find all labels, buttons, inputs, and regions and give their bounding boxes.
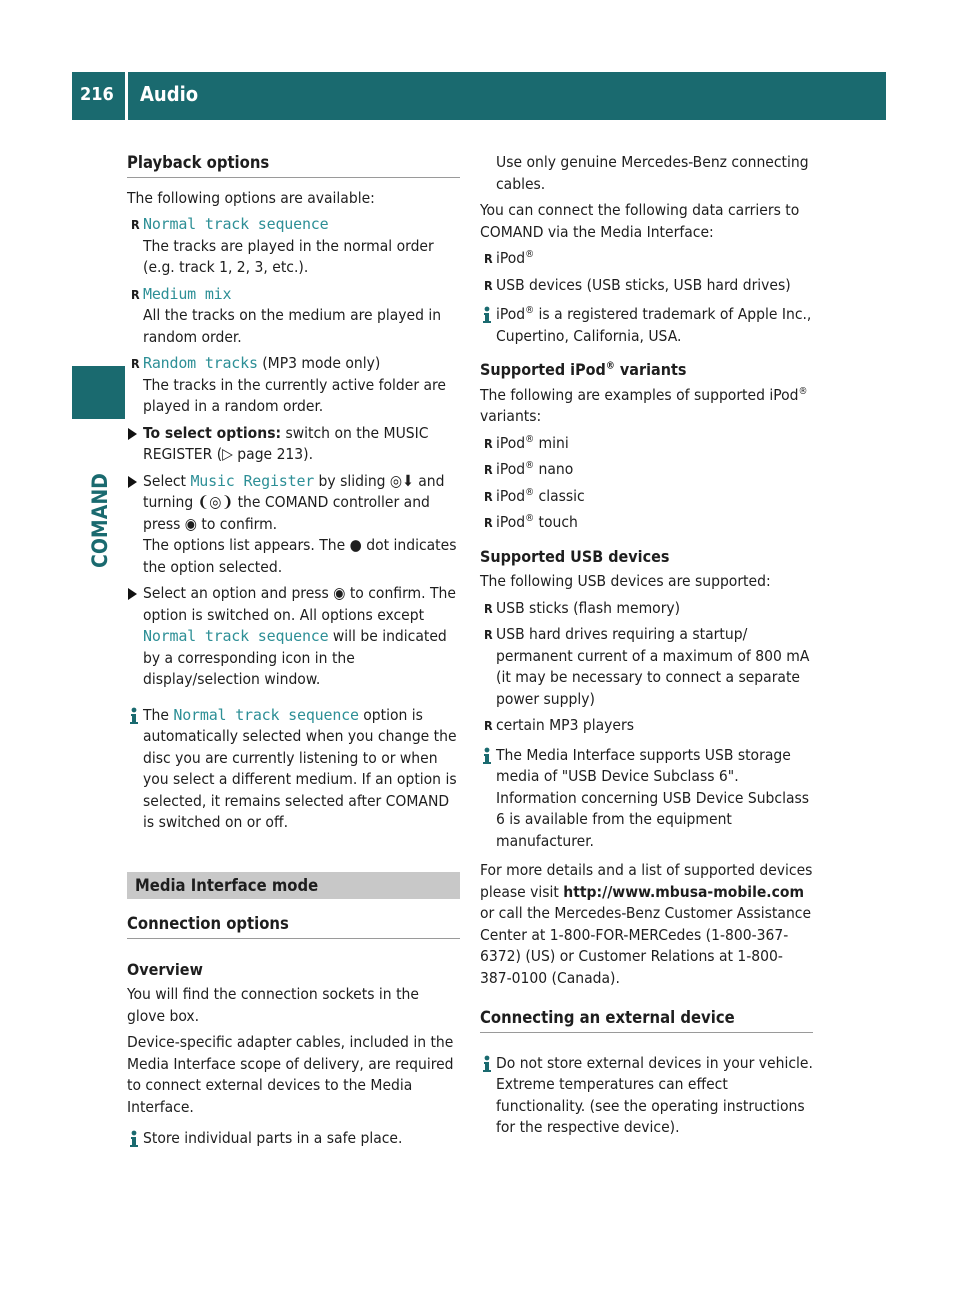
option-random-tracks: [127, 353, 460, 418]
reg-mark: ®: [525, 459, 535, 471]
connecting-heading: Connecting an external device: [480, 1007, 813, 1033]
step-arrow-icon: [128, 428, 137, 440]
overview-p2: Device-specific adapter cables, included in the Media Interface scope of delivery, are required to connect external devices to the Media Interface.: [127, 1033, 454, 1116]
usb-mp3: [480, 715, 813, 737]
option-suffix: (MP3 mode only): [257, 354, 381, 372]
reg-mark: ®: [605, 360, 615, 372]
step-text: by sliding ◎⬇ and turning ❨◎❩ the COMAND controller and press ◉ to confirm.: [143, 471, 445, 533]
ipod-variants-title: [480, 359, 813, 381]
option-medium-mix: [127, 284, 460, 349]
variant-name: nano: [534, 460, 574, 478]
page-number-box: [72, 72, 125, 120]
option-term: Random tracks: [143, 354, 258, 372]
info-ipod-trademark: [480, 304, 813, 347]
step-select-options: [127, 423, 460, 466]
step-result: The options list appears. The ● dot indicates the option selected.: [143, 536, 457, 576]
info-icon: [127, 707, 141, 724]
carrier-label: iPod: [496, 249, 526, 267]
ipod-variant-mini: [480, 433, 813, 455]
step-arrow-icon: [128, 588, 137, 600]
usb-item: USB hard drives requiring a startup/ permanent current of a maximum of 800 mA (it may be necessary to connect a separate power supply): [496, 625, 810, 708]
step-select-music-register: [127, 471, 460, 579]
reg-mark: ®: [525, 304, 535, 316]
reg-mark: ®: [798, 385, 808, 397]
details-text: or call the Mercedes-Benz Customer Assistance Center at 1-800-FOR-MERCedes (1-800-367-6372) (US) or Customer Relations at 1-800-387-0100 (Canada).: [480, 904, 812, 987]
details-paragraph: [480, 860, 813, 989]
info-icon: [480, 747, 494, 764]
info-icon: [480, 306, 494, 323]
info-store-parts: [127, 1128, 460, 1150]
info-continued: Use only genuine Mercedes-Benz connecting cables.: [496, 153, 809, 193]
step-term: Normal track sequence: [143, 627, 329, 645]
step-term: Music Register: [190, 471, 315, 490]
option-desc: All the tracks on the medium are played in random order.: [143, 306, 442, 346]
usb-intro: The following USB devices are supported:: [480, 572, 771, 590]
variant-name: touch: [534, 513, 578, 531]
right-column: [480, 152, 813, 1147]
variant-base: iPod: [496, 513, 526, 531]
usb-item: certain MP3 players: [496, 716, 634, 734]
media-interface-bar: Media Interface mode: [127, 872, 460, 900]
carrier-ipod: [480, 248, 813, 270]
connection-options-heading: Connection options: [127, 913, 460, 939]
info-text: Store individual parts in a safe place.: [143, 1129, 403, 1147]
info-text: is a registered trademark of Apple Inc., Cupertino, California, USA.: [496, 305, 812, 345]
carrier-label: USB devices (USB sticks, USB hard drives): [496, 275, 791, 294]
options-intro: The following options are available:: [127, 188, 375, 207]
left-column: [127, 152, 460, 1158]
step-text: will be indicated by a corresponding icon in the display/selection window.: [143, 627, 447, 688]
carrier-usb: [480, 275, 813, 297]
step-text: Select: [143, 471, 191, 490]
usb-sticks: [480, 598, 813, 620]
page-number: 216: [80, 84, 114, 105]
ipod-variant-touch: [480, 512, 813, 534]
reg-mark: ®: [525, 433, 535, 445]
info-text: option is automatically selected when you change the disc you are currently listening to or when you select a different medium. If an option is selected, it remains selected after COMAND is switched on or off.: [143, 705, 457, 831]
variant-name: classic: [534, 486, 585, 505]
option-desc: The tracks in the currently active folder are played in a random order.: [143, 375, 447, 415]
info-text: iPod: [496, 305, 526, 323]
step-bold: To select options:: [143, 423, 282, 442]
variant-base: iPod: [496, 460, 526, 478]
info-icon: [127, 1130, 141, 1147]
info-normal-sequence: [127, 705, 460, 834]
chapter-label: COMAND: [88, 473, 112, 568]
reg-mark: ®: [525, 248, 535, 260]
option-term: Normal track sequence: [143, 215, 329, 233]
section-title: Audio: [140, 82, 199, 106]
usb-hard-drives: [480, 624, 813, 710]
option-normal-track: [127, 214, 460, 279]
reg-mark: ®: [525, 512, 535, 524]
chapter-tab: [72, 366, 125, 419]
step-arrow-icon: [128, 476, 137, 488]
carriers-intro: You can connect the following data carriers to COMAND via the Media Interface:: [480, 201, 800, 241]
section-header: [128, 72, 886, 120]
title-text: Supported iPod: [480, 360, 606, 379]
playback-options-heading: Playback options: [127, 152, 460, 178]
variant-name: mini: [534, 433, 569, 452]
usb-devices-title: Supported USB devices: [480, 546, 670, 566]
intro-text: variants:: [480, 407, 542, 425]
info-icon: [480, 1055, 494, 1072]
overview-p1: You will find the connection sockets in the glove box.: [127, 985, 419, 1025]
info-text: The Media Interface supports USB storage media of "USB Device Subclass 6". Information concerning USB Device Subclass 6 is available from the equipment manufacturer.: [496, 745, 810, 850]
usb-item: USB sticks (flash memory): [496, 598, 681, 617]
ipod-variant-nano: [480, 459, 813, 481]
info-term: Normal track sequence: [173, 705, 359, 724]
info-external-devices: [480, 1053, 813, 1139]
variant-base: iPod: [496, 433, 526, 452]
details-text: For more details and a list of supported devices please visit: [480, 861, 813, 901]
overview-title: Overview: [127, 959, 203, 979]
ipod-variant-classic: [480, 486, 813, 508]
reg-mark: ®: [525, 486, 535, 498]
info-text: The: [143, 705, 174, 724]
title-text: variants: [614, 360, 687, 379]
variant-base: iPod: [496, 486, 526, 505]
info-usb-subclass: [480, 745, 813, 853]
details-link[interactable]: http://www.mbusa-mobile.com: [563, 882, 804, 901]
step-text: switch on the MUSIC REGISTER (▷ page 213).: [143, 423, 429, 463]
intro-text: The following are examples of supported iPod: [480, 385, 799, 404]
option-desc: The tracks are played in the normal order (e.g. track 1, 2, 3, etc.).: [143, 236, 434, 276]
step-text: Select an option and press ◉ to confirm. The option is switched on. All options except: [143, 584, 456, 624]
option-term: Medium mix: [143, 284, 232, 303]
info-text: Do not store external devices in your vehicle. Extreme temperatures can effect functionality. (see the operating instructions for the respective device).: [496, 1053, 813, 1136]
step-select-option: [127, 583, 460, 691]
ipod-intro: [480, 385, 813, 428]
